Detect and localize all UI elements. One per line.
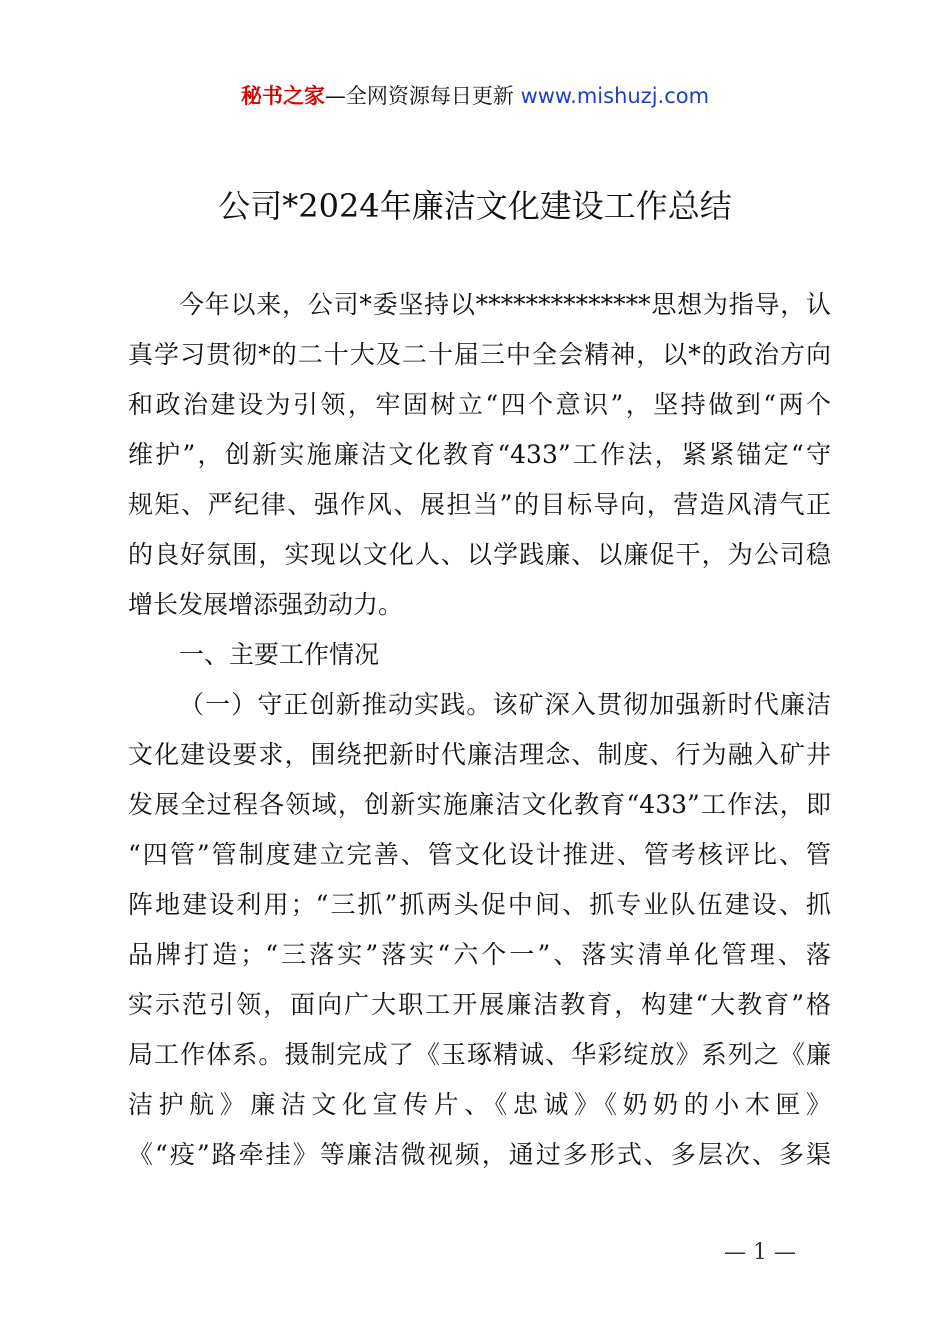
paragraph-line: 《“疫”路牵挂》等廉洁微视频，通过多形式、多层次、多渠 <box>128 1140 831 1169</box>
paragraph-line: 规矩、严纪律、强作风、展担当”的目标导向，营造风清气正 <box>128 490 831 519</box>
paragraph-line: 增长发展增添强劲动力。 <box>128 590 404 619</box>
site-tagline: —全网资源每日更新 <box>324 84 521 108</box>
site-url[interactable]: www.mishuzj.com <box>520 84 710 108</box>
paragraph-line: 今年以来，公司*委坚持以**************思想为指导，认 <box>179 290 831 319</box>
document-title: 公司*2024年廉洁文化建设工作总结 <box>218 187 732 225</box>
paragraph-line: 维护”，创新实施廉洁文化教育“433”工作法，紧紧锚定“守 <box>128 440 831 469</box>
section-heading: 一、主要工作情况 <box>179 640 380 669</box>
paragraph-line: 文化建设要求，围绕把新时代廉洁理念、制度、行为融入矿井 <box>128 740 831 769</box>
page-number: — 1 — <box>724 1240 796 1265</box>
site-header <box>0 80 950 112</box>
paragraph-line: 品牌打造；“三落实”落实“六个一”、落实清单化管理、落 <box>128 940 831 969</box>
paragraph-line: 阵地建设利用；“三抓”抓两头促中间、抓专业队伍建设、抓 <box>128 890 831 919</box>
paragraph-line: 和政治建设为引领，牢固树立“四个意识”，坚持做到“两个 <box>128 390 831 419</box>
paragraph-line: （一）守正创新推动实践。该矿深入贯彻加强新时代廉洁 <box>179 690 831 719</box>
paragraph-line: 局工作体系。摄制完成了《玉琢精诚、华彩绽放》系列之《廉 <box>128 1040 831 1069</box>
document-body <box>128 280 831 1180</box>
paragraph-line: “四管”管制度建立完善、管文化设计推进、管考核评比、管 <box>128 840 831 869</box>
paragraph-line: 真学习贯彻*的二十大及二十届三中全会精神，以*的政治方向 <box>128 340 831 369</box>
paragraph-line: 实示范引领，面向广大职工开展廉洁教育，构建“大教育”格 <box>128 990 831 1019</box>
site-brand: 秘书之家 <box>240 84 325 108</box>
paragraph-line: 发展全过程各领域，创新实施廉洁文化教育“433”工作法，即 <box>128 790 831 819</box>
paragraph-line: 的良好氛围，实现以文化人、以学践廉、以廉促干，为公司稳 <box>128 540 831 569</box>
paragraph-line: 洁护航》廉洁文化宣传片、《忠诚》《奶奶的小木匣》 <box>128 1090 831 1119</box>
